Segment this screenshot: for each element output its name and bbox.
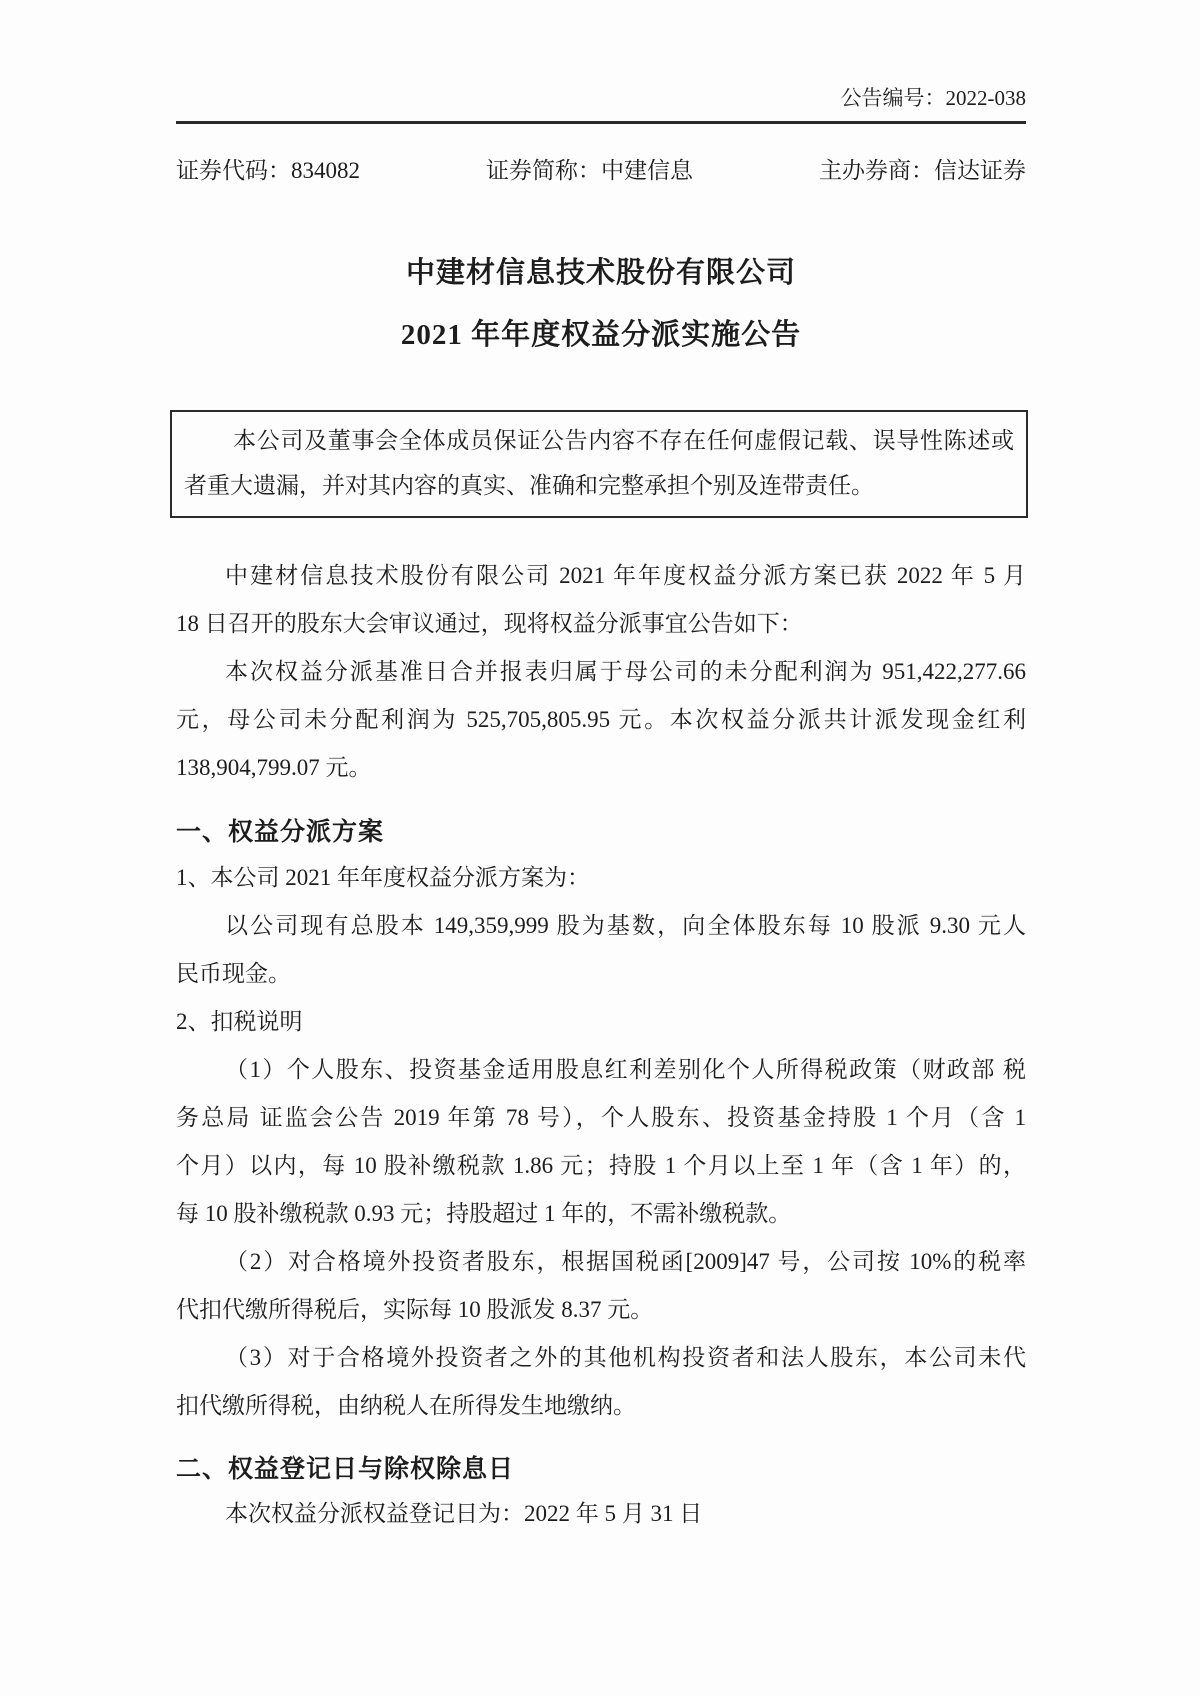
section1-line: （1）个人股东、投资基金适用股息红利差别化个人所得税政策（财政部 税 <box>225 1057 1026 1082</box>
section1-line: 扣代缴所得税，由纳税人在所得发生地缴纳。 <box>176 1393 636 1418</box>
section1-line: （3）对于合格境外投资者之外的其他机构投资者和法人股东，本公司未代 <box>225 1345 1026 1370</box>
section1-line: 代扣代缴所得税后，实际每 10 股派发 8.37 元。 <box>176 1297 654 1322</box>
section1-line: 务总局 证监会公告 2019 年第 78 号），个人股东、投资基金持股 1 个月（含 1 <box>176 1105 1026 1130</box>
section1-heading: 一、权益分派方案 <box>176 818 385 846</box>
section1-line: 个月）以内，每 10 股补缴税款 1.86 元；持股 1 个月以上至 1 年（含 1 年）的， <box>176 1153 1026 1178</box>
section1-line: 2、扣税说明 <box>176 1009 303 1034</box>
disclaimer-line: 本公司及董事会全体成员保证公告内容不存在任何虚假记载、误导性陈述或 <box>233 428 1014 453</box>
section1-line: 每 10 股补缴税款 0.93 元；持股超过 1 年的，不需补缴税款。 <box>176 1201 792 1226</box>
announcement-title: 2021 年年度权益分派实施公告 <box>400 319 802 351</box>
securities-header-row <box>176 152 1026 185</box>
stock-code: 证券代码：834082 <box>176 158 360 183</box>
intro-line: 中建材信息技术股份有限公司 2021 年年度权益分派方案已获 2022 年 5 月 <box>225 563 1026 588</box>
section2-body <box>176 1490 1026 1538</box>
announcement-number: 公告编号：2022-038 <box>840 86 1026 110</box>
stock-short-name: 证券简称：中建信息 <box>486 158 693 183</box>
section2-heading: 二、权益登记日与除权除息日 <box>176 1455 515 1483</box>
section1-line: 以公司现有总股本 149,359,999 股为基数，向全体股东每 10 股派 9.30 元人 <box>225 913 1026 938</box>
section1-line: （2）对合格境外投资者股东，根据国税函[2009]47 号，公司按 10%的税率 <box>225 1249 1026 1274</box>
intro-line: 本次权益分派基准日合并报表归属于母公司的未分配利润为 951,422,277.66 <box>225 659 1026 684</box>
section1-line: 民币现金。 <box>176 961 291 986</box>
intro-line: 138,904,799.07 元。 <box>176 755 372 780</box>
header-divider-rule <box>176 121 1026 124</box>
section1-body <box>176 854 1026 1430</box>
company-title: 中建材信息技术股份有限公司 <box>405 257 796 289</box>
intro-line: 元，母公司未分配利润为 525,705,805.95 元。本次权益分派共计派发现金红利 <box>176 707 1026 732</box>
disclaimer-box <box>170 410 1028 518</box>
section1-line: 1、本公司 2021 年年度权益分派方案为： <box>176 865 590 890</box>
sponsor-broker: 主办券商：信达证券 <box>819 158 1026 183</box>
intro-line: 18 日召开的股东大会审议通过，现将权益分派事宜公告如下： <box>176 611 803 636</box>
disclaimer-line: 者重大遗漏，并对其内容的真实、准确和完整承担个别及连带责任。 <box>184 473 874 498</box>
section2-line: 本次权益分派权益登记日为：2022 年 5 月 31 日 <box>225 1501 703 1526</box>
intro-paragraphs <box>176 552 1026 792</box>
